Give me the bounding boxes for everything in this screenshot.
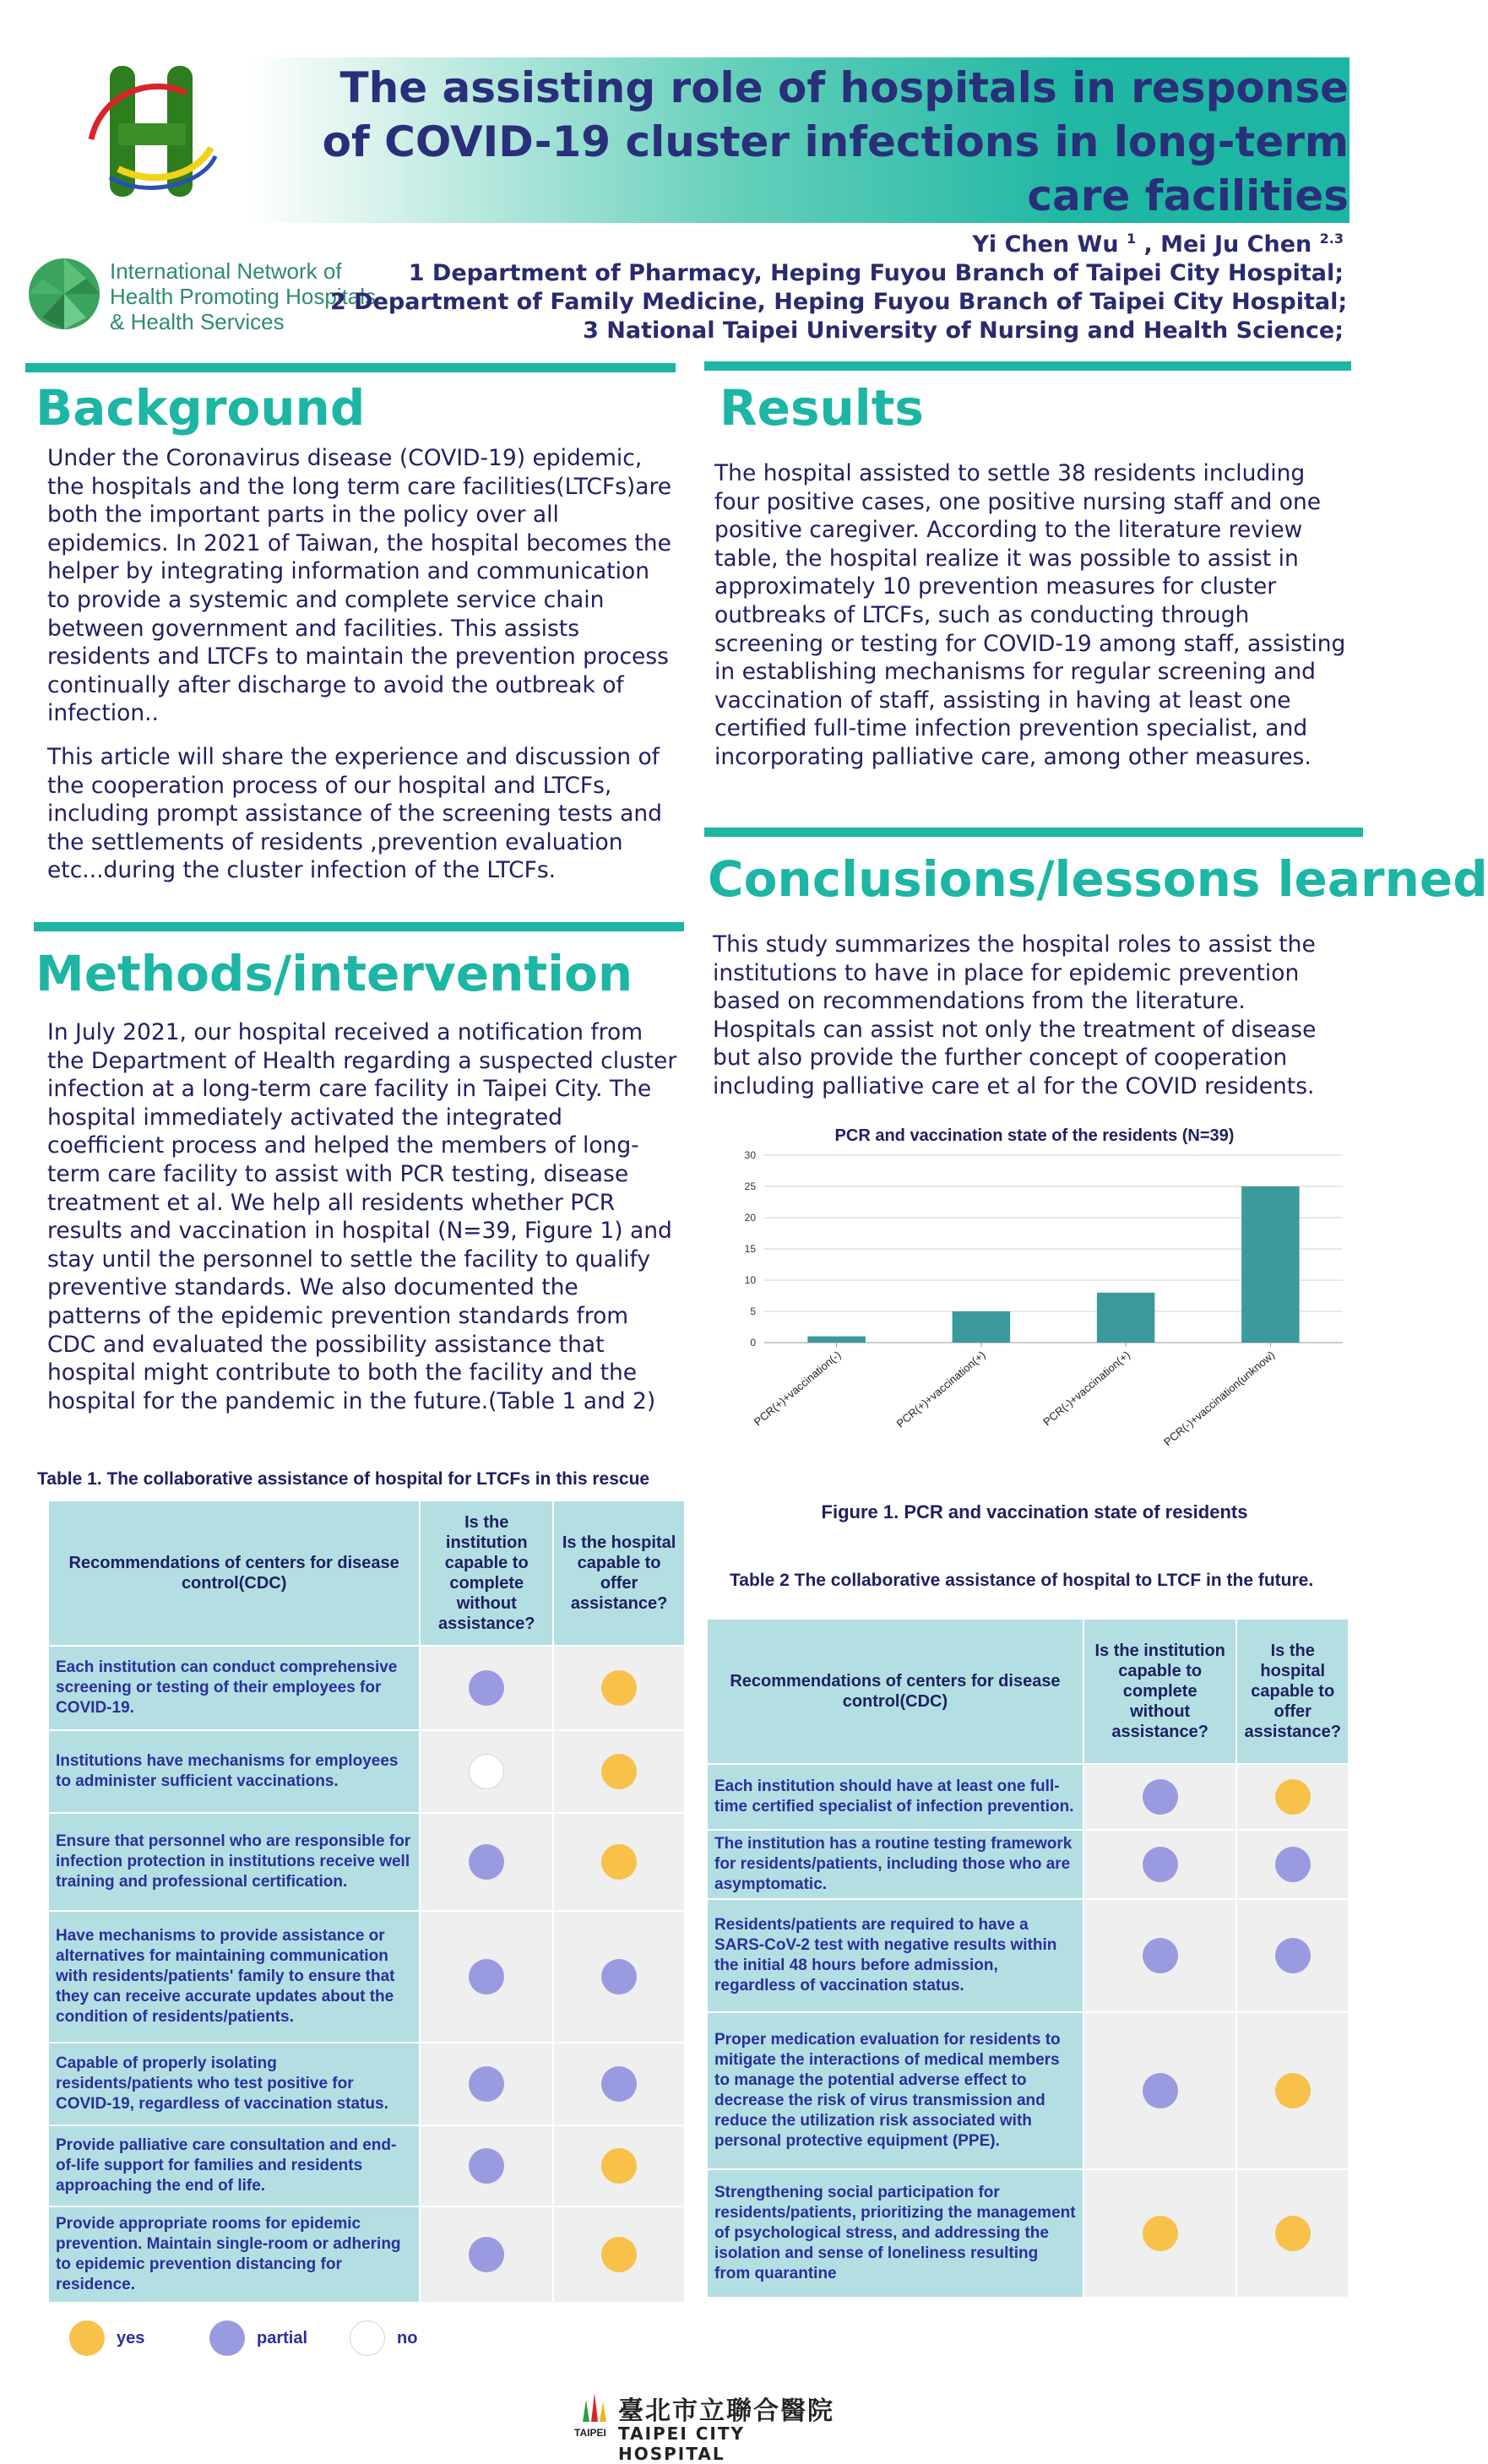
table2-header-row — [707, 1619, 1349, 1764]
author-2-sup: 2.3 — [1319, 231, 1344, 247]
footer-english-name: TAIPEI CITY HOSPITAL — [618, 2423, 745, 2464]
y-tick-label: 20 — [744, 1212, 756, 1224]
table2-caption: Table 2 The collaborative assistance of hospital to LTCF in the future. — [730, 1571, 1314, 1590]
results-title: Results — [720, 379, 924, 437]
table-row — [48, 2125, 685, 2206]
table2-institution-cell — [1083, 2169, 1237, 2298]
footer-small-label: TAIPEI — [574, 2427, 606, 2439]
hospital-h-logo-icon — [84, 59, 220, 207]
table2-hospital-cell — [1236, 2012, 1349, 2169]
legend-no-label: no — [397, 2328, 418, 2347]
partial-dot-icon — [1143, 1938, 1178, 1973]
table-row — [48, 1911, 685, 2043]
authors-block — [330, 225, 1348, 345]
globe-icon — [27, 253, 101, 334]
partial-dot-icon — [469, 2237, 504, 2272]
y-tick-label: 0 — [750, 1337, 756, 1349]
table1-hospital-cell — [553, 2125, 685, 2206]
table2-hospital-cell — [1236, 1830, 1349, 1899]
table-row — [48, 1730, 685, 1813]
table1-institution-cell — [420, 2043, 553, 2125]
yes-dot-icon — [601, 2148, 637, 2184]
partial-dot-icon — [469, 2148, 504, 2184]
partial-dot-icon — [1143, 2073, 1178, 2109]
table1-header-recommendation: Recommendations of centers for disease control(CDC) — [48, 1501, 420, 1646]
results-text — [714, 459, 1350, 787]
conclusions-paragraph: This study summarizes the hospital roles to assist the institutions to have in place for epidemic prevention based on recommendations from the literature. Hospitals can assist not only the treatment of disease but also provide the further concept of cooperation including palliative care et al for the COVID residents. — [713, 931, 1317, 1099]
table-row — [707, 1899, 1349, 2012]
legend-partial — [209, 2320, 307, 2356]
author-line — [330, 225, 1344, 259]
partial-dot-icon — [601, 2066, 637, 2102]
partial-dot-icon — [1143, 1779, 1178, 1815]
no-dot-icon — [350, 2320, 385, 2356]
table1-rec-text: Capable of properly isolating residents/patients who test positive for COVID-19, regardless of vaccination status. — [48, 2043, 420, 2125]
table2 — [706, 1618, 1350, 2298]
table2-header-institution: Is the institution capable to complete without assistance? — [1083, 1619, 1237, 1764]
yes-dot-icon — [601, 2237, 637, 2272]
network-line-1: International Network of — [110, 258, 342, 284]
table1-hospital-cell — [553, 1646, 685, 1730]
bar — [1097, 1293, 1155, 1343]
section-divider — [704, 828, 1363, 837]
methods-paragraph: In July 2021, our hospital received a notification from the Department of Health regarding a suspected cluster infection at a long-term care facility in Taipei City. The hospital immediately activated the integrated coefficient process and helped the members of long-term care facility to assist with PCR testing, disease treatment et al. We help all residents whether PCR results and vaccination in hospital (N=39, Figure 1) and stay until the personnel to settle the facility to qualify preventive standards. We also documented the patterns of the epidemic prevention standards from CDC and evaluated the possibility assistance that hospital might contribute to both the facility and the hospital for the pandemic in the future.(Table 1 and 2) — [47, 1019, 677, 1414]
table1-rec-text: Ensure that personnel who are responsible for infection protection in institutions receive well training and professional certification. — [48, 1813, 420, 1911]
footer-logo — [574, 2386, 844, 2464]
table2-rec-text: Residents/patients are required to have a SARS-CoV-2 test with negative results within the initial 48 hours before admission, regardless of vaccination status. — [707, 1899, 1083, 2012]
background-text — [47, 444, 677, 900]
legend-yes — [69, 2320, 144, 2356]
table2-rec-text: Proper medication evaluation for residents to mitigate the interactions of medical members to manage the potential adverse effect to decrease the risk of virus transmission and reduce the utilization risk associated with personal protective equipment (PPE). — [707, 2012, 1083, 2169]
figure-caption: Figure 1. PCR and vaccination state of residents — [821, 1501, 1248, 1522]
yes-dot-icon — [601, 1754, 637, 1789]
table1-rec-text: Institutions have mechanisms for employees to administer sufficient vaccinations. — [48, 1730, 420, 1813]
legend — [69, 2320, 491, 2363]
table1-caption: Table 1. The collaborative assistance of hospital for LTCFs in this rescue — [37, 1469, 650, 1489]
y-tick-label: 5 — [750, 1305, 756, 1317]
partial-dot-icon — [1143, 1847, 1178, 1882]
table1-hospital-cell — [553, 1813, 685, 1911]
section-divider — [704, 361, 1351, 371]
conclusions-text — [713, 931, 1351, 1116]
yes-dot-icon — [1143, 2216, 1178, 2251]
y-tick-label: 30 — [744, 1149, 756, 1161]
author-1-sup: 1 — [1126, 231, 1137, 247]
author-2: , Mei Ju Chen — [1143, 231, 1312, 258]
partial-dot-icon — [469, 1670, 504, 1706]
table1-hospital-cell — [553, 2206, 685, 2303]
yes-dot-icon — [601, 1670, 637, 1706]
background-title: Background — [35, 379, 366, 437]
table-row — [707, 1830, 1349, 1899]
partial-dot-icon — [469, 1844, 504, 1880]
table1-header-hospital: Is the hospital capable to offer assistance? — [553, 1501, 685, 1646]
table2-institution-cell — [1083, 1764, 1237, 1830]
table-row — [707, 1764, 1349, 1830]
partial-dot-icon — [469, 1959, 504, 1995]
affiliation-3: 3 National Taipei University of Nursing and Health Science; — [583, 317, 1344, 344]
no-dot-icon — [469, 1754, 504, 1789]
table2-header-hospital: Is the hospital capable to offer assistance? — [1236, 1619, 1349, 1764]
table1-header-row — [48, 1501, 685, 1646]
table2-hospital-cell — [1236, 2169, 1349, 2298]
x-tick-label: PCR(-)+vaccination(unknow) — [1161, 1348, 1278, 1449]
table1-header-institution: Is the institution capable to complete without assistance? — [420, 1501, 553, 1646]
table1-institution-cell — [420, 1730, 553, 1813]
table2-header-recommendation: Recommendations of centers for disease control(CDC) — [707, 1619, 1083, 1764]
table2-institution-cell — [1083, 1899, 1237, 2012]
background-paragraph-1: Under the Coronavirus disease (COVID-19) epidemic, the hospitals and the long term care facilities(LTCFs)are both the important parts in the policy over all epidemics. In 2021 of Taiwan, the hospital becomes the helper by integrating information and communication to provide a systemic and complete service chain between government and facilities. This assists residents and LTCFs to maintain the prevention process continually after discharge to avoid the outbreak of infection.. — [47, 445, 672, 727]
table2-hospital-cell — [1236, 1764, 1349, 1830]
y-tick-label: 25 — [744, 1180, 756, 1192]
partial-dot-icon — [209, 2320, 245, 2356]
methods-text — [47, 1018, 677, 1430]
bar — [953, 1311, 1011, 1343]
partial-dot-icon — [1275, 1938, 1311, 1973]
partial-dot-icon — [469, 2066, 504, 2102]
y-tick-label: 15 — [744, 1243, 756, 1255]
section-divider — [25, 363, 676, 372]
yes-dot-icon — [601, 1844, 637, 1880]
chart-title: PCR and vaccination state of the residents (N=39) — [834, 1126, 1235, 1145]
table1-hospital-cell — [553, 1730, 685, 1813]
partial-dot-icon — [601, 1959, 637, 1995]
table1-institution-cell — [420, 2206, 553, 2303]
yes-dot-icon — [1275, 2073, 1311, 2109]
bar — [807, 1337, 866, 1343]
y-tick-label: 10 — [744, 1274, 756, 1286]
yes-dot-icon — [1275, 2216, 1311, 2251]
hospital-flame-icon — [576, 2388, 613, 2427]
poster-title: The assisting role of hospitals in response of COVID-19 cluster infections in long-term care facilities — [322, 63, 1349, 220]
author-1: Yi Chen Wu — [972, 231, 1119, 258]
bar — [1241, 1186, 1300, 1343]
yes-dot-icon — [69, 2320, 105, 2356]
table1-institution-cell — [420, 1813, 553, 1911]
section-divider — [34, 922, 684, 931]
table-row — [707, 2012, 1349, 2169]
network-line-3: & Health Services — [110, 309, 285, 334]
table-row — [48, 2206, 685, 2303]
table1 — [47, 1500, 686, 2304]
yes-dot-icon — [1275, 1779, 1311, 1815]
legend-partial-label: partial — [257, 2328, 308, 2347]
methods-title: Methods/intervention — [35, 945, 633, 1002]
x-tick-label: PCR(+)+vaccination(-) — [751, 1348, 844, 1429]
legend-yes-label: yes — [117, 2328, 145, 2347]
footer-chinese-name: 臺北市立聯合醫院 — [618, 2396, 834, 2426]
table2-rec-text: Strengthening social participation for residents/patients, prioritizing the management of psychological stress, and addressing the isolation and sense of loneliness resulting from quarantine — [707, 2169, 1083, 2298]
affiliation-2: 2 Department of Family Medicine, Heping Fuyou Branch of Taipei City Hospital; — [330, 289, 1348, 315]
table2-institution-cell — [1083, 2012, 1237, 2169]
background-paragraph-2: This article will share the experience and discussion of the cooperation process of our hospital and LTCFs, including prompt assistance of the screening tests and the settlements of residents ,prevention evaluation etc...during the cluster infection of the LTCFs. — [47, 743, 662, 884]
network-line-2: Health Promoting Hospitals — [110, 284, 377, 309]
table2-institution-cell — [1083, 1830, 1237, 1899]
table1-institution-cell — [420, 2125, 553, 2206]
x-tick-label: PCR(+)+vaccination(+) — [893, 1348, 988, 1430]
table1-institution-cell — [420, 1646, 553, 1730]
table-row — [707, 2169, 1349, 2298]
table1-rec-text: Provide palliative care consultation and end-of-life support for families and residents approaching the end of life. — [48, 2125, 420, 2206]
bar-chart — [714, 1115, 1355, 1512]
conclusions-title: Conclusions/lessons learned — [708, 850, 1488, 908]
results-paragraph: The hospital assisted to settle 38 residents including four positive cases, one positive nursing staff and one positive caregiver. According to the literature review table, the hospital realize it was possible to assist in approximately 10 prevention measures for cluster outbreaks of LTCFs, such as conducting through screening or testing for COVID-19 among staff, assisting in establishing mechanisms for regular screening and vaccination of staff, assisting in having at least one certified full-time infection prevention specialist, and incorporating palliative care, among other measures. — [714, 460, 1346, 770]
table1-institution-cell — [420, 1911, 553, 2043]
table-row — [48, 2043, 685, 2125]
legend-no — [350, 2320, 417, 2356]
table1-rec-text: Each institution can conduct comprehensive screening or testing of their employees for COVID-19. — [48, 1646, 420, 1730]
table1-rec-text: Provide appropriate rooms for epidemic prevention. Maintain single-room or adhering to epidemic prevention distancing for residence. — [48, 2206, 420, 2303]
table1-hospital-cell — [553, 2043, 685, 2125]
table-row — [48, 1646, 685, 1730]
table1-hospital-cell — [553, 1911, 685, 2043]
x-tick-label: PCR(-)+vaccination(+) — [1040, 1348, 1133, 1429]
partial-dot-icon — [1275, 1847, 1311, 1882]
table2-rec-text: Each institution should have at least one full-time certified specialist of infection prevention. — [707, 1764, 1083, 1830]
affiliation-1: 1 Department of Pharmacy, Heping Fuyou Branch of Taipei City Hospital; — [408, 260, 1344, 286]
table2-hospital-cell — [1236, 1899, 1349, 2012]
table2-rec-text: The institution has a routine testing framework for residents/patients, including those who are asymptomatic. — [707, 1830, 1083, 1899]
table-row — [48, 1813, 685, 1911]
table1-rec-text: Have mechanisms to provide assistance or alternatives for maintaining communication with residents/patients' family to ensure that they can receive accurate updates about the condition of residents/patients. — [48, 1911, 420, 2043]
